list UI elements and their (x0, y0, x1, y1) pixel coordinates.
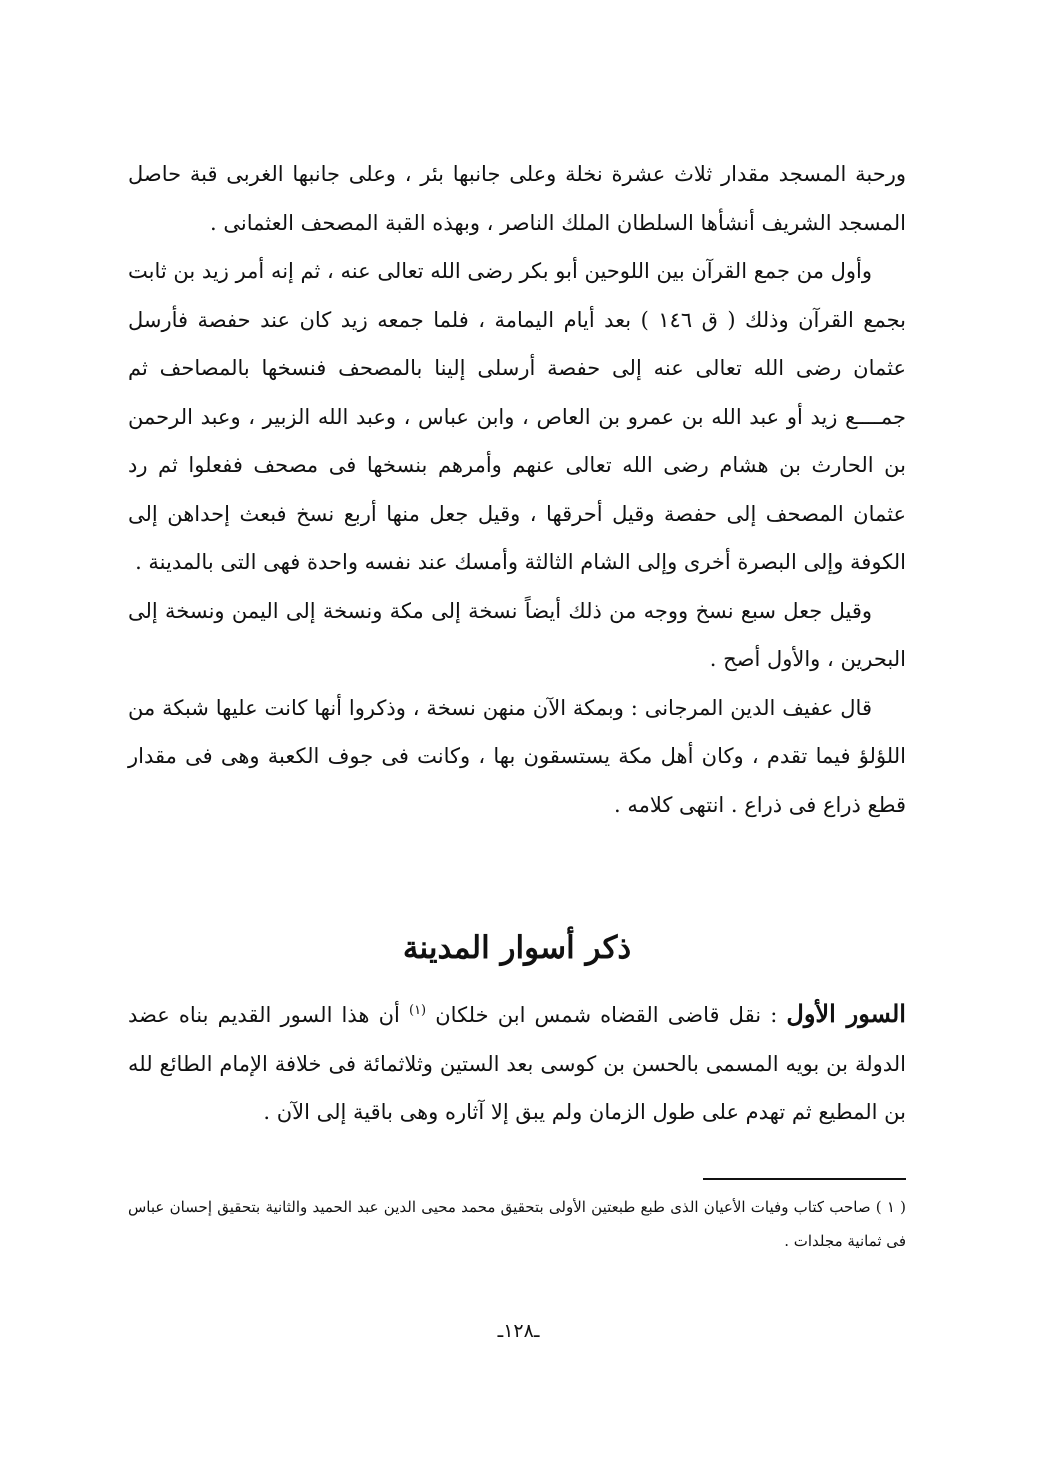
footnote-text: ( ١ ) صاحب كتاب وفيات الأعيان الذى طبع طبعتين الأولى بتحقيق محمد محيى الدين عبد الحميد والثانية بتحقيق إحسان عباس فى ثمانية مجلدات . (128, 1198, 906, 1250)
paragraph-quran-collection: وأول من جمع القرآن بين اللوحين أبو بكر رضى الله تعالى عنه ، ثم إنه أمر زيد بن ثابت بجمع القرآن وذلك ( ق ١٤٦ ) بعد أيام اليمامة ، فلما جمعه زيد كان عند حفصة فأرسل عثمان رضى الله تعالى عنه إلى حفصة أرسلى إلينا بالمصحف فنسخها بالمصاحف ثم جمــــع زيد أو عبد الله بن عمرو بن العاص ، وابن عباس ، وعبد الله الزبير ، وعبد الرحمن بن الحارث بن هشام رضى الله تعالى عنهم وأمرهم بنسخها فى مصحف ففعلوا ثم رد عثمان المصحف إلى حفصة وقيل أحرقها ، وقيل جعل منها أربع نسخ فبعث إحداهن إلى الكوفة وإلى البصرة أخرى وإلى الشام الثالثة وأمسك عند نفسه واحدة فهى التى بالمدينة . (128, 259, 906, 574)
paragraph-marjani-quote: قال عفيف الدين المرجانى : وبمكة الآن منهن نسخة ، وذكروا أنها كانت عليها شبكة من اللؤلؤ فيما تقدم ، وكان أهل مكة يستسقون بها ، وكانت فى جوف الكعبة وهى فى مقدار قطع ذراع فى ذراع . انتهى كلامه . (128, 695, 906, 817)
paragraph-mosque-courtyard: ورحبة المسجد مقدار ثلاث عشرة نخلة وعلى جانبها بئر ، وعلى جانبها الغربى قبة حاصل المسجد الشريف أنشأها السلطان الملك الناصر ، وبهذه القبة المصحف العثمانى . (128, 162, 906, 235)
paragraph-seven-copies: وقيل جعل سبع نسخ ووجه من ذلك أيضاً نسخة إلى مكة ونسخة إلى اليمن ونسخة إلى البحرين ، والأول أصح . (128, 598, 906, 671)
text-after-ref: أن هذا السور القديم بناه عضد الدولة بن بويه المسمى بالحسن بن كوسى بعد الستين وثلاثمائة فى خلافة الإمام الطائع لله بن المطيع ثم تهدم على طول الزمان ولم يبق إلا آثاره وهى باقية إلى الآن . (128, 1003, 906, 1124)
body-text (128, 150, 906, 829)
footnote-divider (703, 1178, 906, 1180)
lead-term: السور الأول (786, 999, 906, 1028)
footnote (128, 1190, 906, 1258)
lead-colon: : (761, 1003, 787, 1027)
text-before-ref: نقل قاضى القضاه شمس ابن خلكان (426, 1003, 762, 1027)
section-heading: ذكر أسوار المدينة (402, 930, 632, 966)
page-number: ـ١٢٨ـ (497, 1320, 540, 1342)
section-text (128, 990, 906, 1137)
footnote-reference: (١) (408, 1003, 427, 1018)
paragraph-first-wall (128, 990, 906, 1137)
